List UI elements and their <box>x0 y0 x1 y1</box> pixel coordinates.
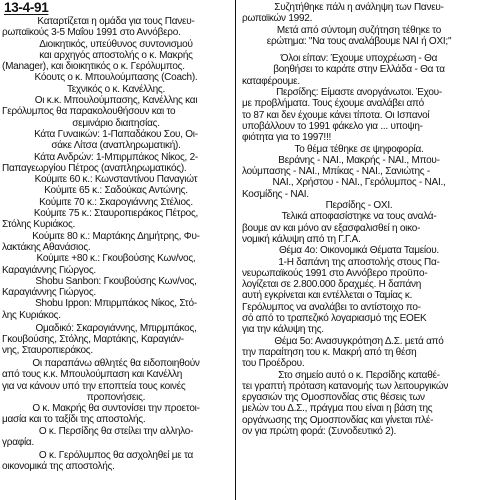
text-line: ρωπαϊκών 1992. <box>242 13 313 25</box>
text-line: Κούμιτε 80 κ.: Μαρτάκης Δημήτρης, Φυ- <box>32 230 200 242</box>
text-line: σάκε Λίτσα (αναπληρωματική). <box>51 140 181 152</box>
meeting-date: 13-4-91 <box>4 0 49 15</box>
text-line: (Manager), και διοικητικός ο κ. Γερόλυμπος. <box>2 61 185 73</box>
text-line: λογίζεται σε 2.800.000 δραχμές. Η δαπάνη <box>242 279 422 291</box>
right-column <box>242 0 476 437</box>
text-line: Κοσμίδης - ΝΑΙ. <box>242 188 309 200</box>
text-line: Κάτα Γυναικών: 1-Παπαδάκου Σου, Οι- <box>34 128 198 140</box>
text-line: νευρωπαϊκούς 1991 στο Αννόβερο προϋπο- <box>242 267 428 279</box>
text-line: Γερόλυμπος θα παρακολουθήσουν και το <box>2 106 176 118</box>
text-line: Στόλης Κυριάκος. <box>2 219 76 231</box>
text-line: Κούμιτε 60 κ.: Κωνσταντίνου Παναγιώτ <box>34 174 198 186</box>
text-line: ρωπαϊκούς 3-5 Μαΐου 1991 στο Αννόβερο. <box>2 27 181 39</box>
text-line: και αρχηγός αποστολής ο κ. Μακρής <box>39 49 193 61</box>
text-line: υποβάλλουν το 1991 φάκελο για ... υποψη- <box>242 120 423 132</box>
text-line: Γερόλυμπος να αναλάβει το αντίστοιχο πο- <box>242 301 421 313</box>
text-line: φιότητα για το 1997!!! <box>242 132 332 144</box>
text-line: οργάνωσης της Ομοσπονδίας και γίνεται πλέ- <box>242 414 434 426</box>
text-line: καταφέρουμε. <box>242 75 300 87</box>
text-line: Διοικητικός, υπεύθυνος συντονισμού <box>39 38 193 50</box>
text-line: Ομαδικό: Σκαρογιάννης, Μπιρμπάκος, <box>35 322 197 334</box>
text-line: σεμινάριο διαιτησίας. <box>72 117 160 129</box>
text-line: Κόουτς ο κ. Μπουλούμπασης (Coach). <box>34 72 198 84</box>
left-column <box>2 0 230 472</box>
text-line: την παραίτηση του κ. Μακρή από τη θέση <box>242 346 417 358</box>
text-line: με προβλήματα. Τους έχουμε αναλάβει από <box>242 98 424 110</box>
text-line: Βεράνης - ΝΑΙ., Μακρής - ΝΑΙ., Μπου- <box>278 154 440 166</box>
text-line: Στο σημείο αυτό ο κ. Περσίδης καταθέ- <box>278 369 440 381</box>
text-line: Καραγιάννης Γιώργος. <box>2 287 96 299</box>
text-line: από τους κ.κ. Μπουλούμπαση και Κανέλλη <box>2 369 183 381</box>
left-text-block <box>2 16 230 472</box>
text-line: Ο κ. Περσίδης θα στείλει την αλληλο- <box>38 425 194 437</box>
text-line: σό από το τραπεζικό λογαριασμό της ΕΟΕΚ <box>242 313 427 325</box>
text-line: Περσίδης - ΟΧΙ. <box>325 200 393 212</box>
right-text-block <box>242 2 476 437</box>
text-line: οικονομικά της αποστολής. <box>2 461 115 473</box>
text-line: Καταρτίζεται η ομάδα για τους Πανευ- <box>37 16 195 27</box>
text-line: αυτή εγκρίνεται και εντέλλεται ο Ταμίας κ. <box>242 290 413 302</box>
text-line: Shobu Ippon: Μπιρμπάκος Νίκος, Στό- <box>35 298 197 310</box>
text-line: νης, Σταυροπιεράκος. <box>2 345 93 357</box>
text-line: εργασιών της Ομοσπονδίας στις θέσεις των <box>242 392 425 404</box>
text-line: Καραγιάννης Γιώργος. <box>2 264 96 276</box>
text-line: μασία και το ταξίδι της αποστολής. <box>2 414 146 426</box>
text-line: Γκουβούσης, Στόλης, Μαρτάκης, Καραγιάν- <box>2 333 184 345</box>
text-line: Παπαγεωργίου Πέτρος (αναπληρωματικός). <box>2 162 187 174</box>
text-line: Τεχνικός ο κ. Κανέλλης. <box>66 83 166 95</box>
text-line: μελών του Δ.Σ., πράγμα που είναι η βάση της <box>242 403 433 415</box>
text-line: προπονήσεις. <box>86 391 146 403</box>
text-line: λούμπασης - ΝΑΙ., Μπίκας - ΝΑΙ., Σανιώτης - <box>242 166 430 178</box>
text-line: Οι παραπάνω αθλητές θα ειδοποιηθούν <box>32 357 200 369</box>
text-line: Τελικά αποφασίστηκε να τους αναλά- <box>281 211 437 223</box>
text-line: Θέμα 5ο: Ανασυγκρότηση Δ.Σ. μετά από <box>274 335 444 347</box>
text-line: γραφία. <box>2 436 34 448</box>
text-line: Κάτα Ανδρών: 1-Μπιρμπάκος Νίκος, 2- <box>33 151 199 163</box>
text-line: Το θέμα τέθηκε σε ψηφοφορία. <box>294 143 424 155</box>
text-line: για την κάλυψη της. <box>242 324 324 336</box>
text-line: Συζητήθηκε πάλι η ανάληψη των Πανευ- <box>274 2 444 13</box>
text-line: 1-Η δαπάνη της αποστολής στους Πα- <box>278 256 440 268</box>
text-line: Όλοι είπαν: Έχουμε υποχρέωση - Θα <box>280 53 438 65</box>
text-line: ΝΑΙ., Χρήστου - ΝΑΙ., Γερόλυμπος - ΝΑΙ., <box>272 177 446 189</box>
text-line: λακτάκης Αθανάσιος. <box>2 241 91 253</box>
text-line: λης Κυριάκος. <box>2 309 61 321</box>
text-line: ον για πρώτη φορά: (Συνοδευτικό 2). <box>242 425 397 437</box>
text-line: Κούμιτε +80 κ.: Γκουβούσης Κων/νος, <box>36 253 196 265</box>
text-line: νομική κάλυψη από τη Γ.Γ.Α. <box>242 233 361 245</box>
text-line: Ο κ. Γερόλυμπος θα ασχοληθεί με τα <box>38 449 194 461</box>
text-line: βουμε αν και μόνο αν εξασφαλισθεί η οικο- <box>242 222 421 234</box>
text-line: το 87 και δεν έχουμε κάνει τίποτα. Οι Ισπανοί <box>242 109 430 121</box>
text-line: Ο κ. Μακρής θα συντονίσει την προετοι- <box>32 403 200 415</box>
text-line: τει γραπτή πρόταση κατανομής των λειτουργικών <box>242 380 449 392</box>
text-line: του Προέδρου. <box>242 358 305 370</box>
text-line: για να κάνουν υπό την εποπτεία τους κοινές <box>2 380 186 392</box>
text-line: Κούμιτε 75 κ.: Σταυροπιεράκος Πέτρος, <box>33 208 199 220</box>
column-divider <box>235 0 236 500</box>
text-line: Κούμιτε 70 κ.: Σκαρογιάννης Στέλιος. <box>39 196 193 208</box>
text-line: βοηθήσει το καράτε στην Ελλάδα - Θα τα <box>273 64 445 76</box>
text-line: Θέμα 4ο: Οικονομικά Θέματα Ταμείου. <box>279 245 439 257</box>
text-line: Περσίδης: Είμαστε ανοργάνωτοι. Έχου- <box>276 87 442 99</box>
text-line: ερώτημα: "Να τους αναλάβουμε ΝΑΙ ή ΟΧΙ;" <box>266 35 452 47</box>
text-line: Shobu Sanbon: Γκουβούσης Κων/νος, <box>35 275 197 287</box>
text-line: Μετά από σύντομη συζήτηση τέθηκε το <box>276 24 442 36</box>
text-line: Οι κ.κ. Μπουλούμπασης, Κανέλλης και <box>34 95 198 107</box>
text-line: Κούμιτε 65 κ.: Σαδούκας Αντώνης. <box>44 185 188 197</box>
